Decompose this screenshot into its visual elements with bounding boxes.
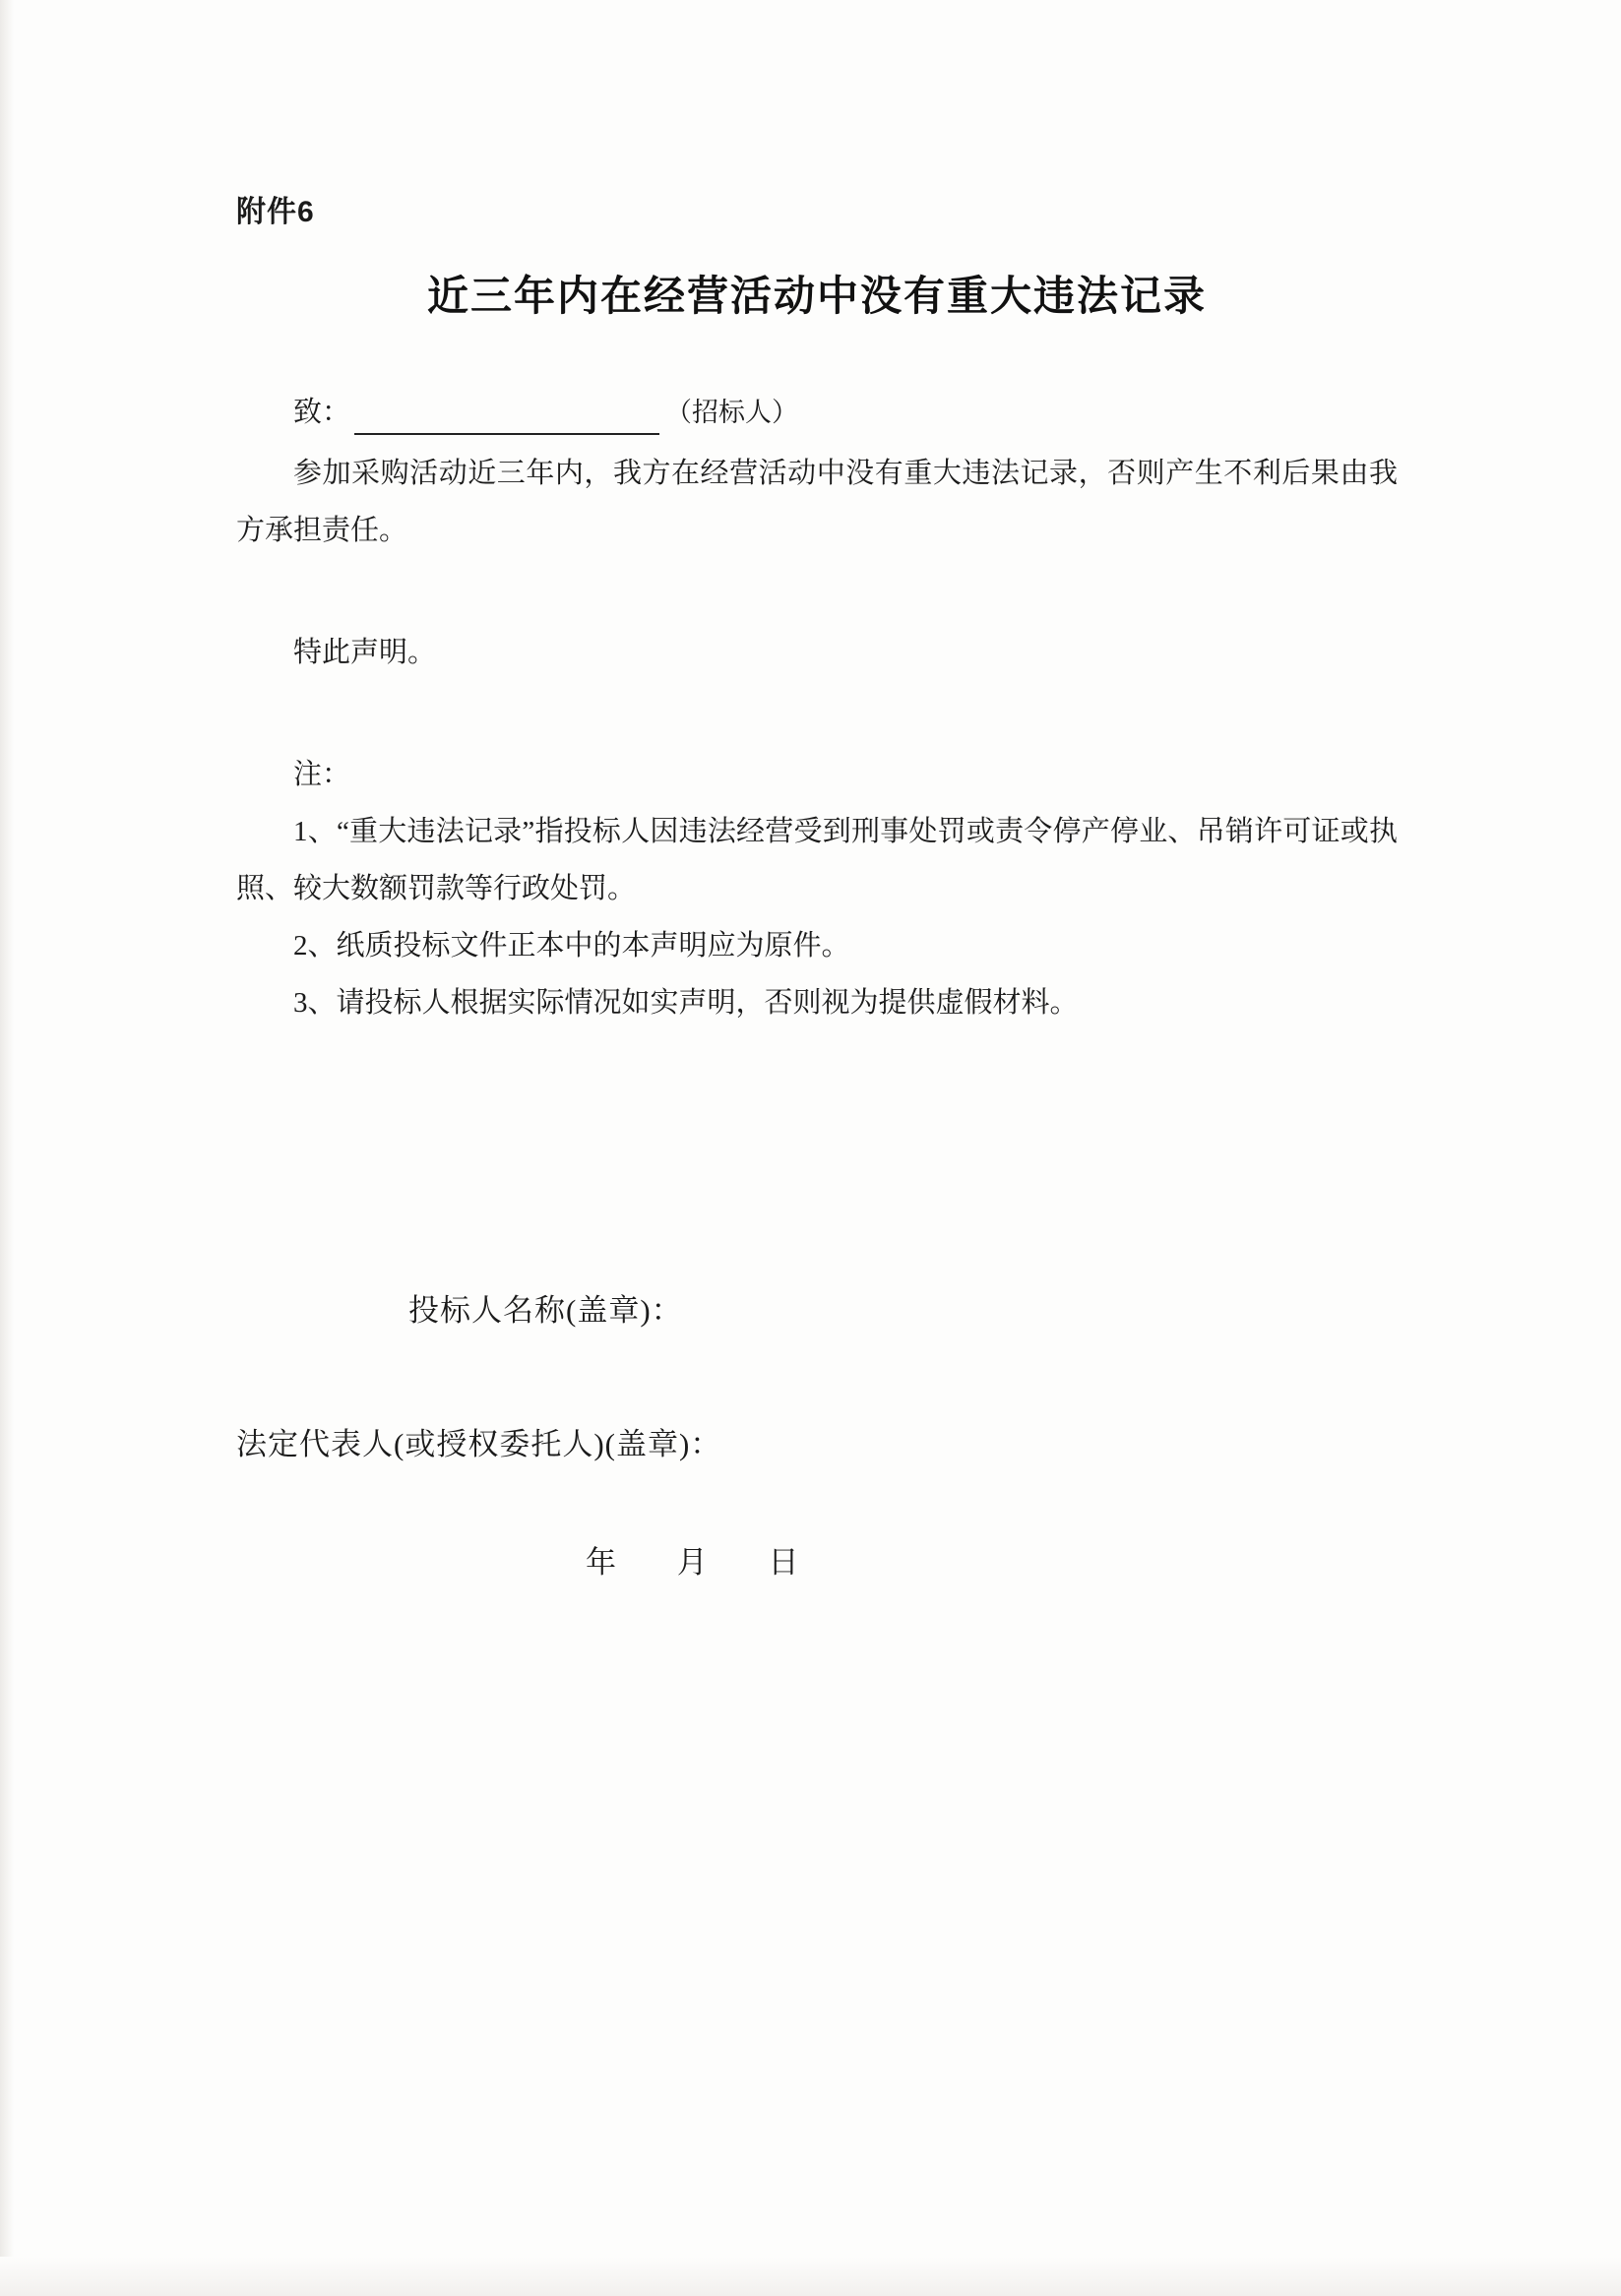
page-edge-shadow-bottom <box>0 2257 1621 2296</box>
legal-representative-label: 法定代表人(或授权委托人)(盖章)： <box>236 1427 722 1461</box>
signature-block <box>236 1279 1398 1582</box>
spacer-after-paragraph <box>236 559 1398 624</box>
addressee-suffix: （招标人） <box>665 398 799 427</box>
date-line <box>236 1537 1398 1582</box>
attachment-number: 附件6 <box>236 196 315 228</box>
date-day-label: 日 <box>768 1545 800 1580</box>
page-title: 近三年内在经营活动中没有重大违法记录 <box>426 273 1207 319</box>
date-month-label: 月 <box>676 1545 709 1580</box>
document-content <box>236 187 1398 1031</box>
statement-line: 特此声明。 <box>293 637 437 668</box>
bidder-name-label: 投标人名称(盖章)： <box>408 1293 683 1328</box>
addressee-label: 致： <box>293 397 351 428</box>
addressee-line <box>236 384 1398 441</box>
page-edge-shadow-left <box>0 0 14 2296</box>
date-year-label: 年 <box>586 1545 617 1580</box>
note-item-1: 1、“重大违法记录”指投标人因违法经营受到刑事处罚或责令停产停业、吊销许可证或执照、较大数额罚款等行政处罚。 <box>236 816 1398 904</box>
addressee-input[interactable] <box>354 400 659 435</box>
spacer-after-statement <box>236 681 1398 746</box>
body-block <box>236 384 1398 1031</box>
note-item-3: 3、请投标人根据实际情况如实声明，否则视为提供虚假材料。 <box>293 987 1079 1019</box>
note-item-2: 2、纸质投标文件正本中的本声明应为原件。 <box>293 930 850 962</box>
paragraph-declaration: 参加采购活动近三年内，我方在经营活动中没有重大违法记录，否则产生不利后果由我方承担责任。 <box>236 458 1398 546</box>
notes-header: 注： <box>293 759 351 790</box>
